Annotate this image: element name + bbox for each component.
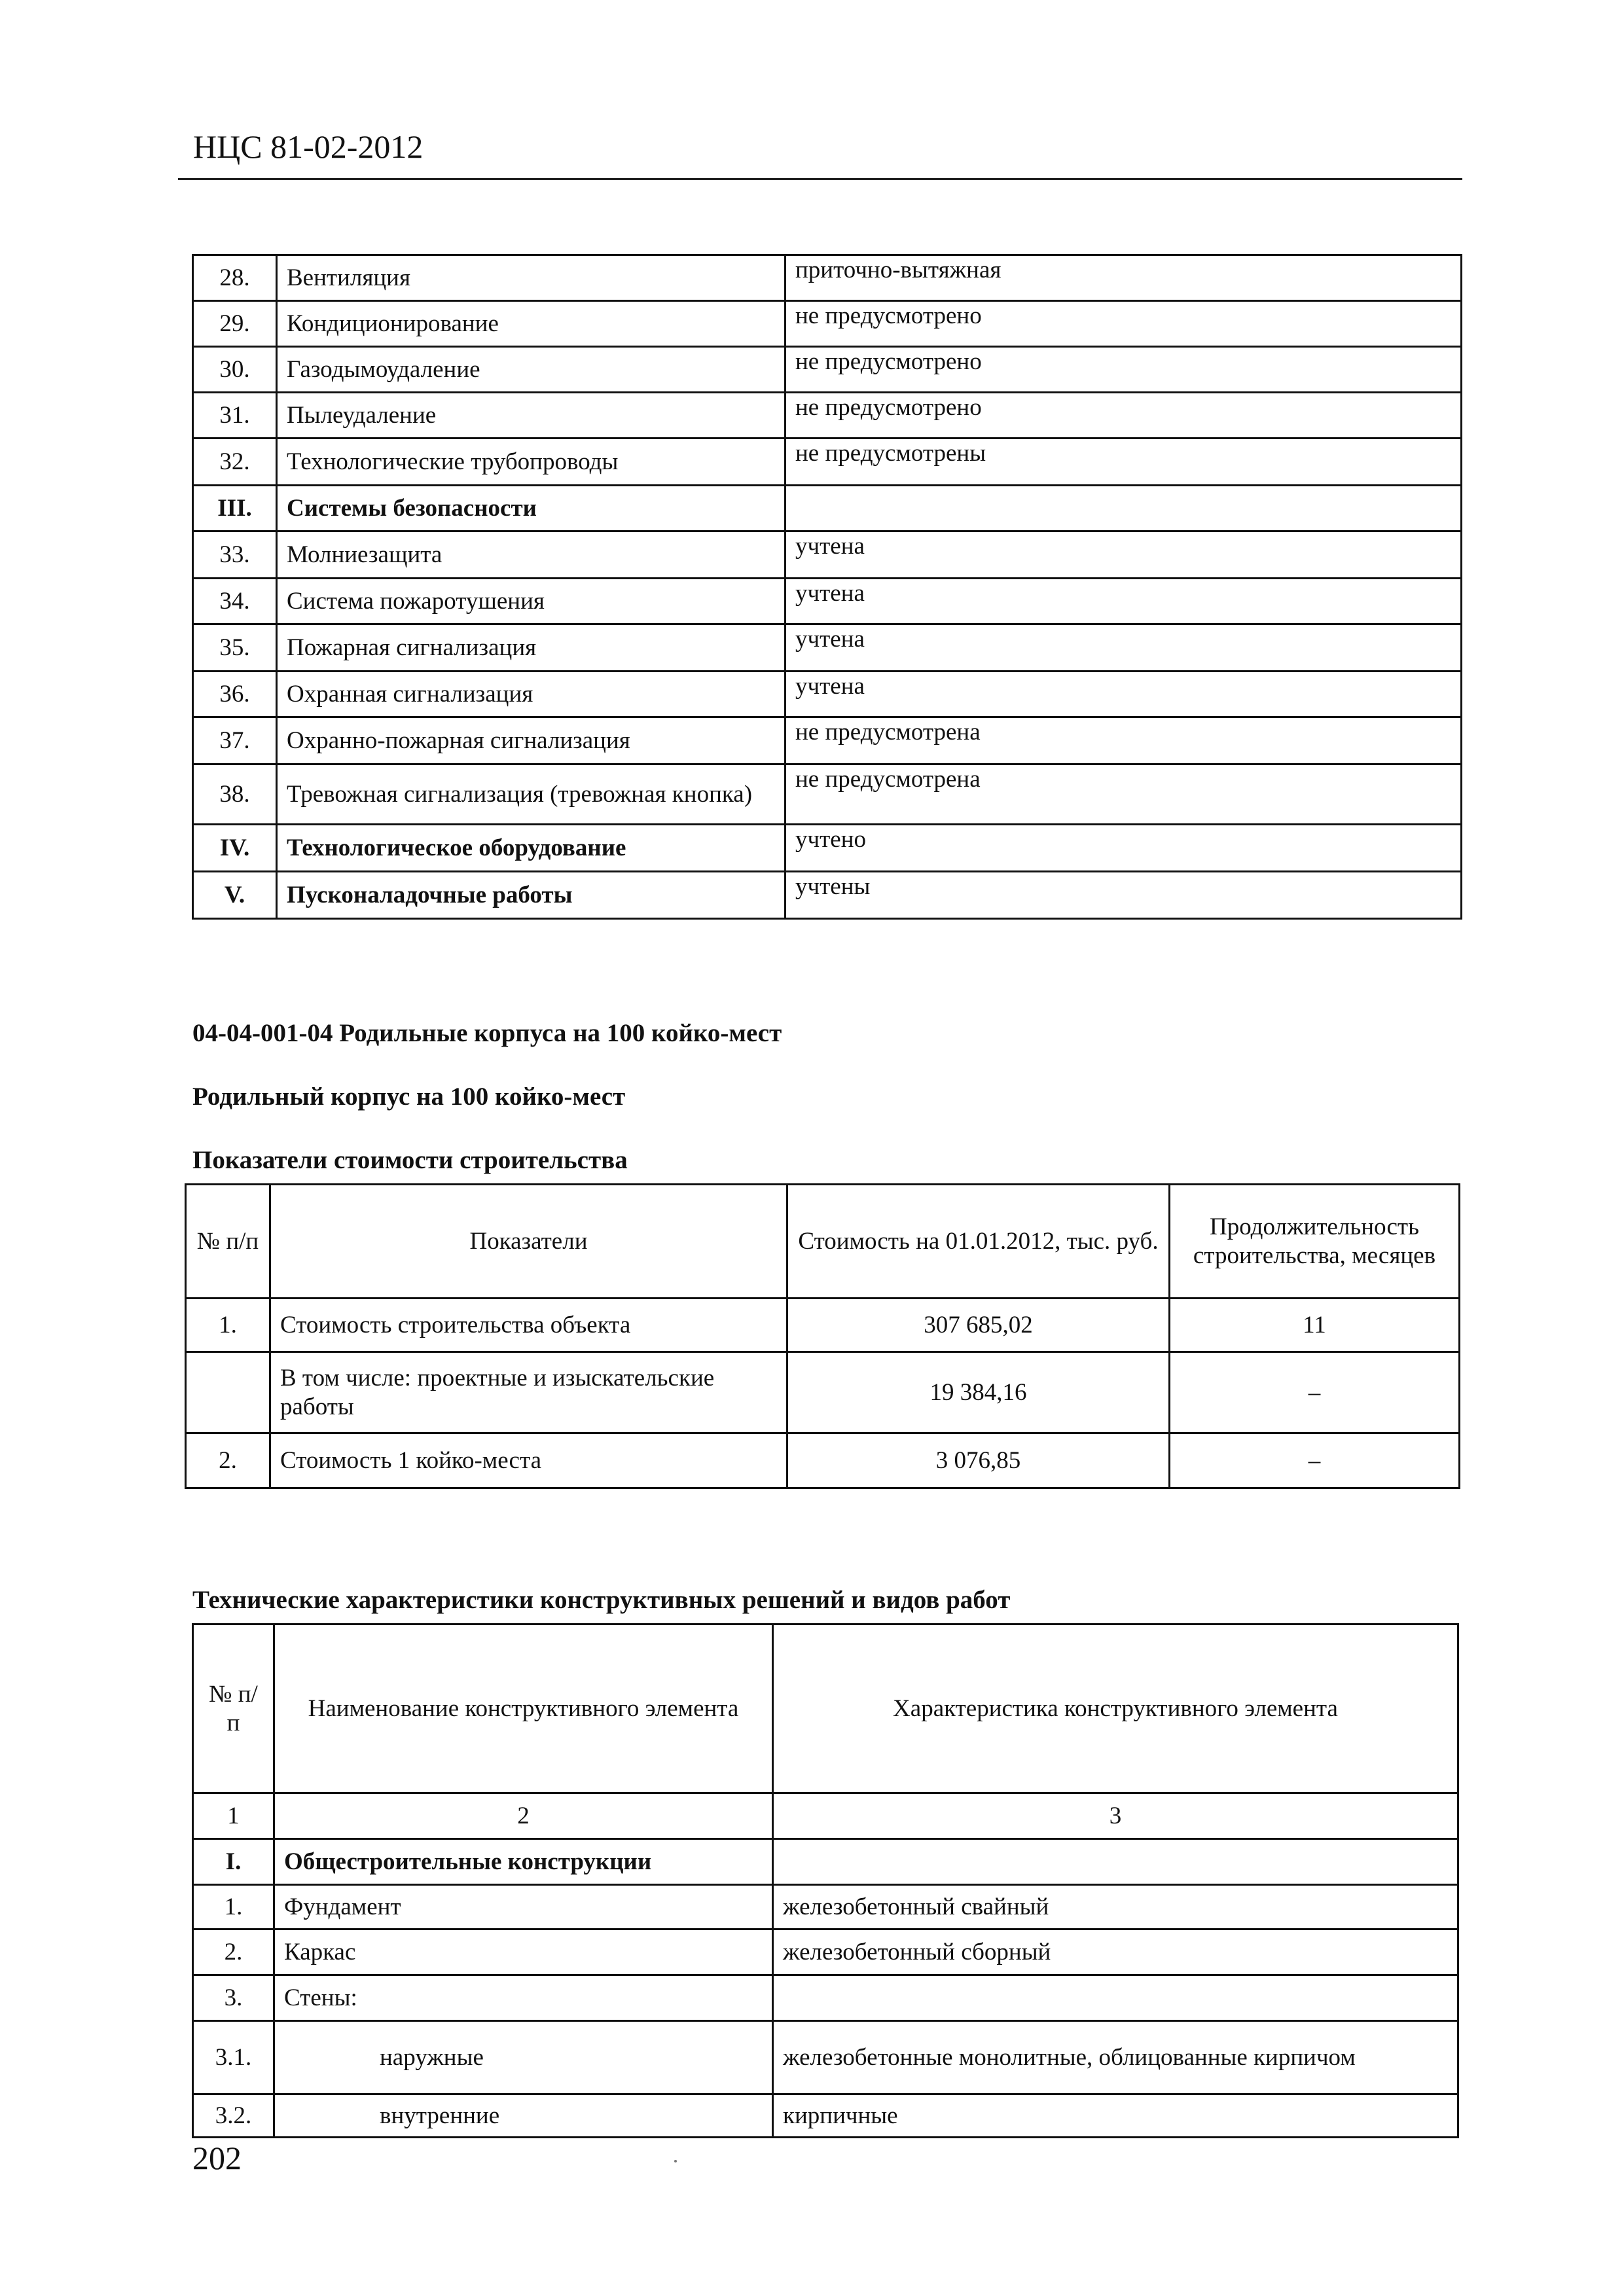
row-number: III. bbox=[193, 486, 277, 531]
document-code: НЦС 81-02-2012 bbox=[193, 128, 424, 165]
row-number: 30. bbox=[193, 347, 277, 393]
row-value: учтена bbox=[785, 531, 1462, 579]
section-name-heading: Родильный корпус на 100 койко-мест bbox=[192, 1083, 626, 1111]
tech-table-column-numbers bbox=[193, 1793, 1458, 1839]
row-name: Вентиляция bbox=[277, 255, 785, 301]
row-value: учтена bbox=[785, 672, 1462, 717]
row-number: 1. bbox=[193, 1885, 274, 1929]
cost-header-indicator: Показатели bbox=[270, 1185, 787, 1299]
cost-table-header-row bbox=[186, 1185, 1460, 1299]
row-element: Каркас bbox=[274, 1929, 773, 1975]
cost-header-duration: Продолжительность строительства, месяцев bbox=[1170, 1185, 1460, 1299]
table-row bbox=[193, 1975, 1458, 2021]
row-name: Охранно-пожарная сигнализация bbox=[277, 717, 785, 764]
row-name: Технологическое оборудование bbox=[277, 825, 785, 872]
row-value: не предусмотрено bbox=[785, 347, 1462, 393]
table-row bbox=[193, 672, 1462, 717]
row-element: внутренние bbox=[274, 2094, 773, 2138]
table-row bbox=[193, 1929, 1458, 1975]
cost-row-duration: – bbox=[1170, 1433, 1460, 1488]
row-name: Технологические трубопроводы bbox=[277, 439, 785, 486]
cost-row-num: 2. bbox=[186, 1433, 270, 1488]
row-number: 35. bbox=[193, 624, 277, 672]
row-number: 28. bbox=[193, 255, 277, 301]
row-name: Пылеудаление bbox=[277, 393, 785, 439]
table-row bbox=[186, 1352, 1460, 1433]
table-row bbox=[193, 764, 1462, 825]
tech-header-num: № п/п bbox=[193, 1624, 274, 1793]
cost-header-num: № п/п bbox=[186, 1185, 270, 1299]
cost-row-num: 1. bbox=[186, 1299, 270, 1352]
row-value: учтены bbox=[785, 872, 1462, 919]
table-row bbox=[193, 579, 1462, 624]
row-number: 3.2. bbox=[193, 2094, 274, 2138]
cost-row-cost: 307 685,02 bbox=[787, 1299, 1170, 1352]
tech-table-header-row bbox=[193, 1624, 1458, 1793]
row-value: приточно-вытяжная bbox=[785, 255, 1462, 301]
row-number: V. bbox=[193, 872, 277, 919]
row-number: 3.1. bbox=[193, 2021, 274, 2094]
scan-speck bbox=[674, 2160, 677, 2162]
col-number: 3 bbox=[773, 1793, 1458, 1839]
row-number: I. bbox=[193, 1839, 274, 1885]
row-name: Системы безопасности bbox=[277, 486, 785, 531]
tech-header-element: Наименование конструктивного элемента bbox=[274, 1624, 773, 1793]
table-row bbox=[193, 347, 1462, 393]
cost-row-cost: 19 384,16 bbox=[787, 1352, 1170, 1433]
row-value bbox=[773, 1975, 1458, 2021]
row-element: Стены: bbox=[274, 1975, 773, 2021]
table-row bbox=[193, 872, 1462, 919]
col-number: 1 bbox=[193, 1793, 274, 1839]
table-row bbox=[193, 1885, 1458, 1929]
row-value: учтено bbox=[785, 825, 1462, 872]
table-row bbox=[193, 825, 1462, 872]
table-row bbox=[193, 624, 1462, 672]
cost-row-indicator: В том числе: проектные и изыскательские работы bbox=[270, 1352, 787, 1433]
row-number: 2. bbox=[193, 1929, 274, 1975]
table-row bbox=[193, 301, 1462, 347]
row-value bbox=[785, 486, 1462, 531]
table-row bbox=[193, 393, 1462, 439]
row-name: Пожарная сигнализация bbox=[277, 624, 785, 672]
cost-heading: Показатели стоимости строительства bbox=[192, 1146, 628, 1174]
row-number: 37. bbox=[193, 717, 277, 764]
row-value: не предусмотрены bbox=[785, 439, 1462, 486]
table-row bbox=[193, 531, 1462, 579]
cost-row-indicator: Стоимость 1 койко-места bbox=[270, 1433, 787, 1488]
table-row bbox=[193, 2094, 1458, 2138]
row-value bbox=[773, 1839, 1458, 1885]
table-row bbox=[193, 439, 1462, 486]
tech-heading: Технические характеристики конструктивных решений и видов работ bbox=[192, 1586, 1011, 1614]
row-number: 3. bbox=[193, 1975, 274, 2021]
row-value: не предусмотрена bbox=[785, 717, 1462, 764]
row-value: учтена bbox=[785, 624, 1462, 672]
row-number: 38. bbox=[193, 764, 277, 825]
table-row bbox=[186, 1299, 1460, 1352]
row-value: железобетонный сборный bbox=[773, 1929, 1458, 1975]
row-value: кирпичные bbox=[773, 2094, 1458, 2138]
row-name: Кондиционирование bbox=[277, 301, 785, 347]
page-number: 202 bbox=[192, 2140, 242, 2176]
row-value: не предусмотрена bbox=[785, 764, 1462, 825]
row-name: Пусконаладочные работы bbox=[277, 872, 785, 919]
row-name: Тревожная сигнализация (тревожная кнопка) bbox=[277, 764, 785, 825]
row-number: 34. bbox=[193, 579, 277, 624]
row-value: учтена bbox=[785, 579, 1462, 624]
systems-table-body bbox=[193, 255, 1462, 919]
row-element: Фундамент bbox=[274, 1885, 773, 1929]
table-row bbox=[193, 717, 1462, 764]
cost-row-indicator: Стоимость строительства объекта bbox=[270, 1299, 787, 1352]
table-row bbox=[193, 2021, 1458, 2094]
row-number: 32. bbox=[193, 439, 277, 486]
row-number: 33. bbox=[193, 531, 277, 579]
row-name: Молниезащита bbox=[277, 531, 785, 579]
row-name: Газодымоудаление bbox=[277, 347, 785, 393]
cost-table bbox=[185, 1183, 1460, 1489]
row-number: 36. bbox=[193, 672, 277, 717]
cost-row-cost: 3 076,85 bbox=[787, 1433, 1170, 1488]
table-row bbox=[193, 255, 1462, 301]
row-value: железобетонные монолитные, облицованные кирпичом bbox=[773, 2021, 1458, 2094]
cost-row-duration: – bbox=[1170, 1352, 1460, 1433]
row-value: железобетонный свайный bbox=[773, 1885, 1458, 1929]
row-element: наружные bbox=[274, 2021, 773, 2094]
row-element: Общестроительные конструкции bbox=[274, 1839, 773, 1885]
cost-row-duration: 11 bbox=[1170, 1299, 1460, 1352]
table-row bbox=[193, 486, 1462, 531]
systems-table bbox=[192, 254, 1462, 920]
row-number: 29. bbox=[193, 301, 277, 347]
row-number: IV. bbox=[193, 825, 277, 872]
table-row bbox=[186, 1433, 1460, 1488]
section-code-heading: 04-04-001-04 Родильные корпуса на 100 койко-мест bbox=[192, 1019, 782, 1047]
row-value: не предусмотрено bbox=[785, 301, 1462, 347]
header-divider bbox=[178, 178, 1462, 180]
cost-row-num bbox=[186, 1352, 270, 1433]
cost-header-cost: Стоимость на 01.01.2012, тыс. руб. bbox=[787, 1185, 1170, 1299]
row-number: 31. bbox=[193, 393, 277, 439]
table-row bbox=[193, 1839, 1458, 1885]
row-name: Система пожаротушения bbox=[277, 579, 785, 624]
tech-table bbox=[192, 1623, 1459, 2138]
row-value: не предусмотрено bbox=[785, 393, 1462, 439]
col-number: 2 bbox=[274, 1793, 773, 1839]
row-name: Охранная сигнализация bbox=[277, 672, 785, 717]
tech-header-characteristic: Характеристика конструктивного элемента bbox=[773, 1624, 1458, 1793]
